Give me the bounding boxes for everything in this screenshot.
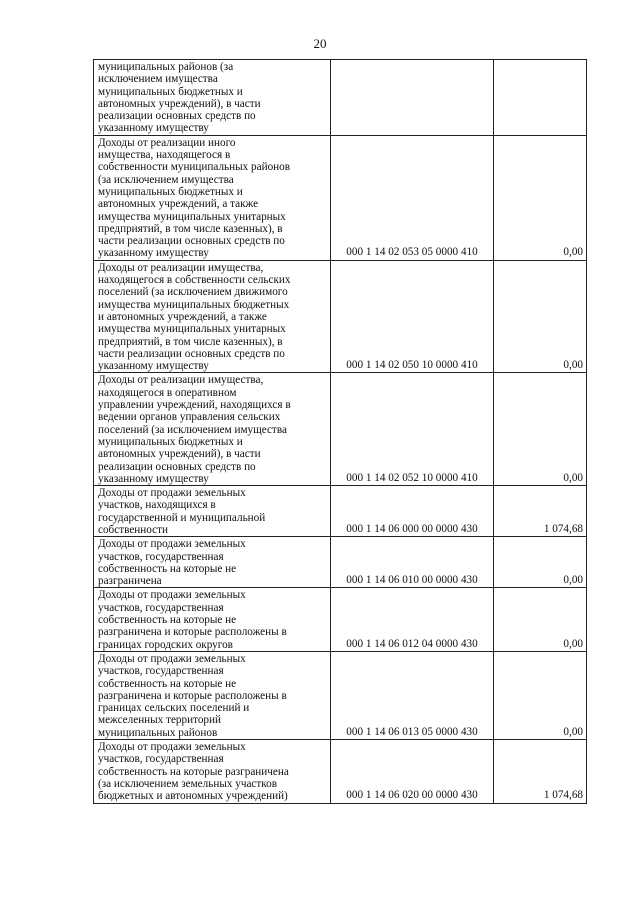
description-line: реализации основных средств по [98,110,256,123]
description-line: Доходы от реализации имущества, [98,374,264,387]
description-line: границах сельских поселений и [98,702,250,715]
description-line: участков, государственная [98,753,224,766]
description-line: указанному имуществу [98,472,209,485]
budget-code-cell: 000 1 14 06 000 00 0000 430 [331,486,494,537]
revenue-description-cell [94,651,331,739]
table-row [94,588,587,651]
description-line: Доходы от продажи земельных [98,652,246,665]
description-line: находящегося в собственности сельских [98,274,291,287]
description-line: собственности [98,523,168,536]
description-line: автономных учреждений, а также [98,198,259,211]
description-line: указанному имуществу [98,360,209,373]
budget-code-cell: 000 1 14 06 012 04 0000 430 [331,588,494,651]
description-line: собственность на которые не [98,677,237,690]
description-line: имущества муниципальных унитарных [98,210,286,223]
amount-cell: 1 074,68 [494,486,587,537]
description-line: управлении учреждений, находящихся в [98,399,291,412]
amount-cell: 0,00 [494,651,587,739]
description-line: имущества муниципальных бюджетных [98,298,290,311]
table-row [94,740,587,803]
description-line: собственность на которые не [98,562,237,575]
description-line: участков, государственная [98,601,224,614]
budget-code-cell: 000 1 14 06 010 00 0000 430 [331,537,494,588]
description-line: Доходы от реализации иного [98,136,236,149]
description-line: участков, государственная [98,550,224,563]
description-line: собственность на которые разграничена [98,765,289,778]
description-line: государственной и муниципальной [98,511,266,524]
description-line: ведении органов управления сельских [98,411,281,424]
table-row [94,537,587,588]
revenue-description-cell [94,537,331,588]
budget-code-cell [331,60,494,136]
description-line: бюджетных и автономных учреждений) [98,790,288,803]
description-line: Доходы от продажи земельных [98,538,246,551]
description-line: реализации основных средств по [98,460,256,473]
table-row [94,651,587,739]
description-line: имущества муниципальных унитарных [98,323,286,336]
budget-code-cell: 000 1 14 02 050 10 0000 410 [331,260,494,373]
table-row [94,60,587,136]
table-row [94,260,587,373]
description-line: Доходы от реализации имущества, [98,261,264,274]
table-row [94,373,587,486]
description-line: муниципальных бюджетных и [98,85,243,98]
budget-code-cell: 000 1 14 02 053 05 0000 410 [331,135,494,260]
amount-cell: 1 074,68 [494,740,587,803]
description-line: Доходы от продажи земельных [98,487,246,500]
description-line: автономных учреждений), в части [98,448,261,461]
description-line: собственности муниципальных районов [98,161,291,174]
description-line: разграничена [98,575,162,588]
description-line: и автономных учреждений, а также [98,310,267,323]
description-line: части реализации основных средств по [98,235,285,248]
revenue-description-cell [94,260,331,373]
description-line: поселений (за исключением движимого [98,286,288,299]
description-line: имущества, находящегося в [98,149,231,162]
revenue-table-body [94,60,587,804]
description-line: (за исключением земельных участков [98,777,278,790]
amount-cell: 0,00 [494,135,587,260]
revenue-description-cell [94,486,331,537]
description-line: Доходы от продажи земельных [98,741,246,754]
description-line: муниципальных бюджетных и [98,435,243,448]
amount-cell: 0,00 [494,588,587,651]
description-line: части реализации основных средств по [98,347,285,360]
description-line: указанному имуществу [98,247,209,260]
description-line: границах городских округов [98,638,233,651]
description-line: муниципальных районов (за [98,61,234,73]
description-line: находящегося в оперативном [98,386,237,399]
budget-code-cell: 000 1 14 02 052 10 0000 410 [331,373,494,486]
description-line: предприятий, в том числе казенных), в [98,335,283,348]
description-line: указанному имуществу [98,122,209,135]
description-line: межселенных территорий [98,714,222,727]
amount-cell [494,60,587,136]
description-line: (за исключением имущества [98,173,234,186]
description-line: Доходы от продажи земельных [98,589,246,602]
amount-cell: 0,00 [494,537,587,588]
revenue-description-cell [94,373,331,486]
description-line: автономных учреждений), в части [98,97,261,110]
table-row [94,135,587,260]
description-line: участков, государственная [98,665,224,678]
description-line: разграничена и которые расположены в [98,626,287,639]
revenue-table [93,59,587,804]
amount-cell: 0,00 [494,260,587,373]
description-line: исключением имущества [98,73,218,86]
description-line: муниципальных районов [98,726,218,739]
description-line: поселений (за исключением имущества [98,423,287,436]
revenue-description-cell [94,740,331,803]
revenue-description-cell [94,135,331,260]
budget-code-cell: 000 1 14 06 020 00 0000 430 [331,740,494,803]
table-row [94,486,587,537]
revenue-description-cell [94,588,331,651]
description-line: разграничена и которые расположены в [98,689,287,702]
description-line: участков, находящихся в [98,499,216,512]
budget-code-cell: 000 1 14 06 013 05 0000 430 [331,651,494,739]
amount-cell: 0,00 [494,373,587,486]
description-line: муниципальных бюджетных и [98,185,243,198]
description-line: собственность на которые не [98,614,237,627]
page-number: 20 [313,36,327,51]
revenue-description-cell [94,60,331,136]
description-line: предприятий, в том числе казенных), в [98,222,283,235]
